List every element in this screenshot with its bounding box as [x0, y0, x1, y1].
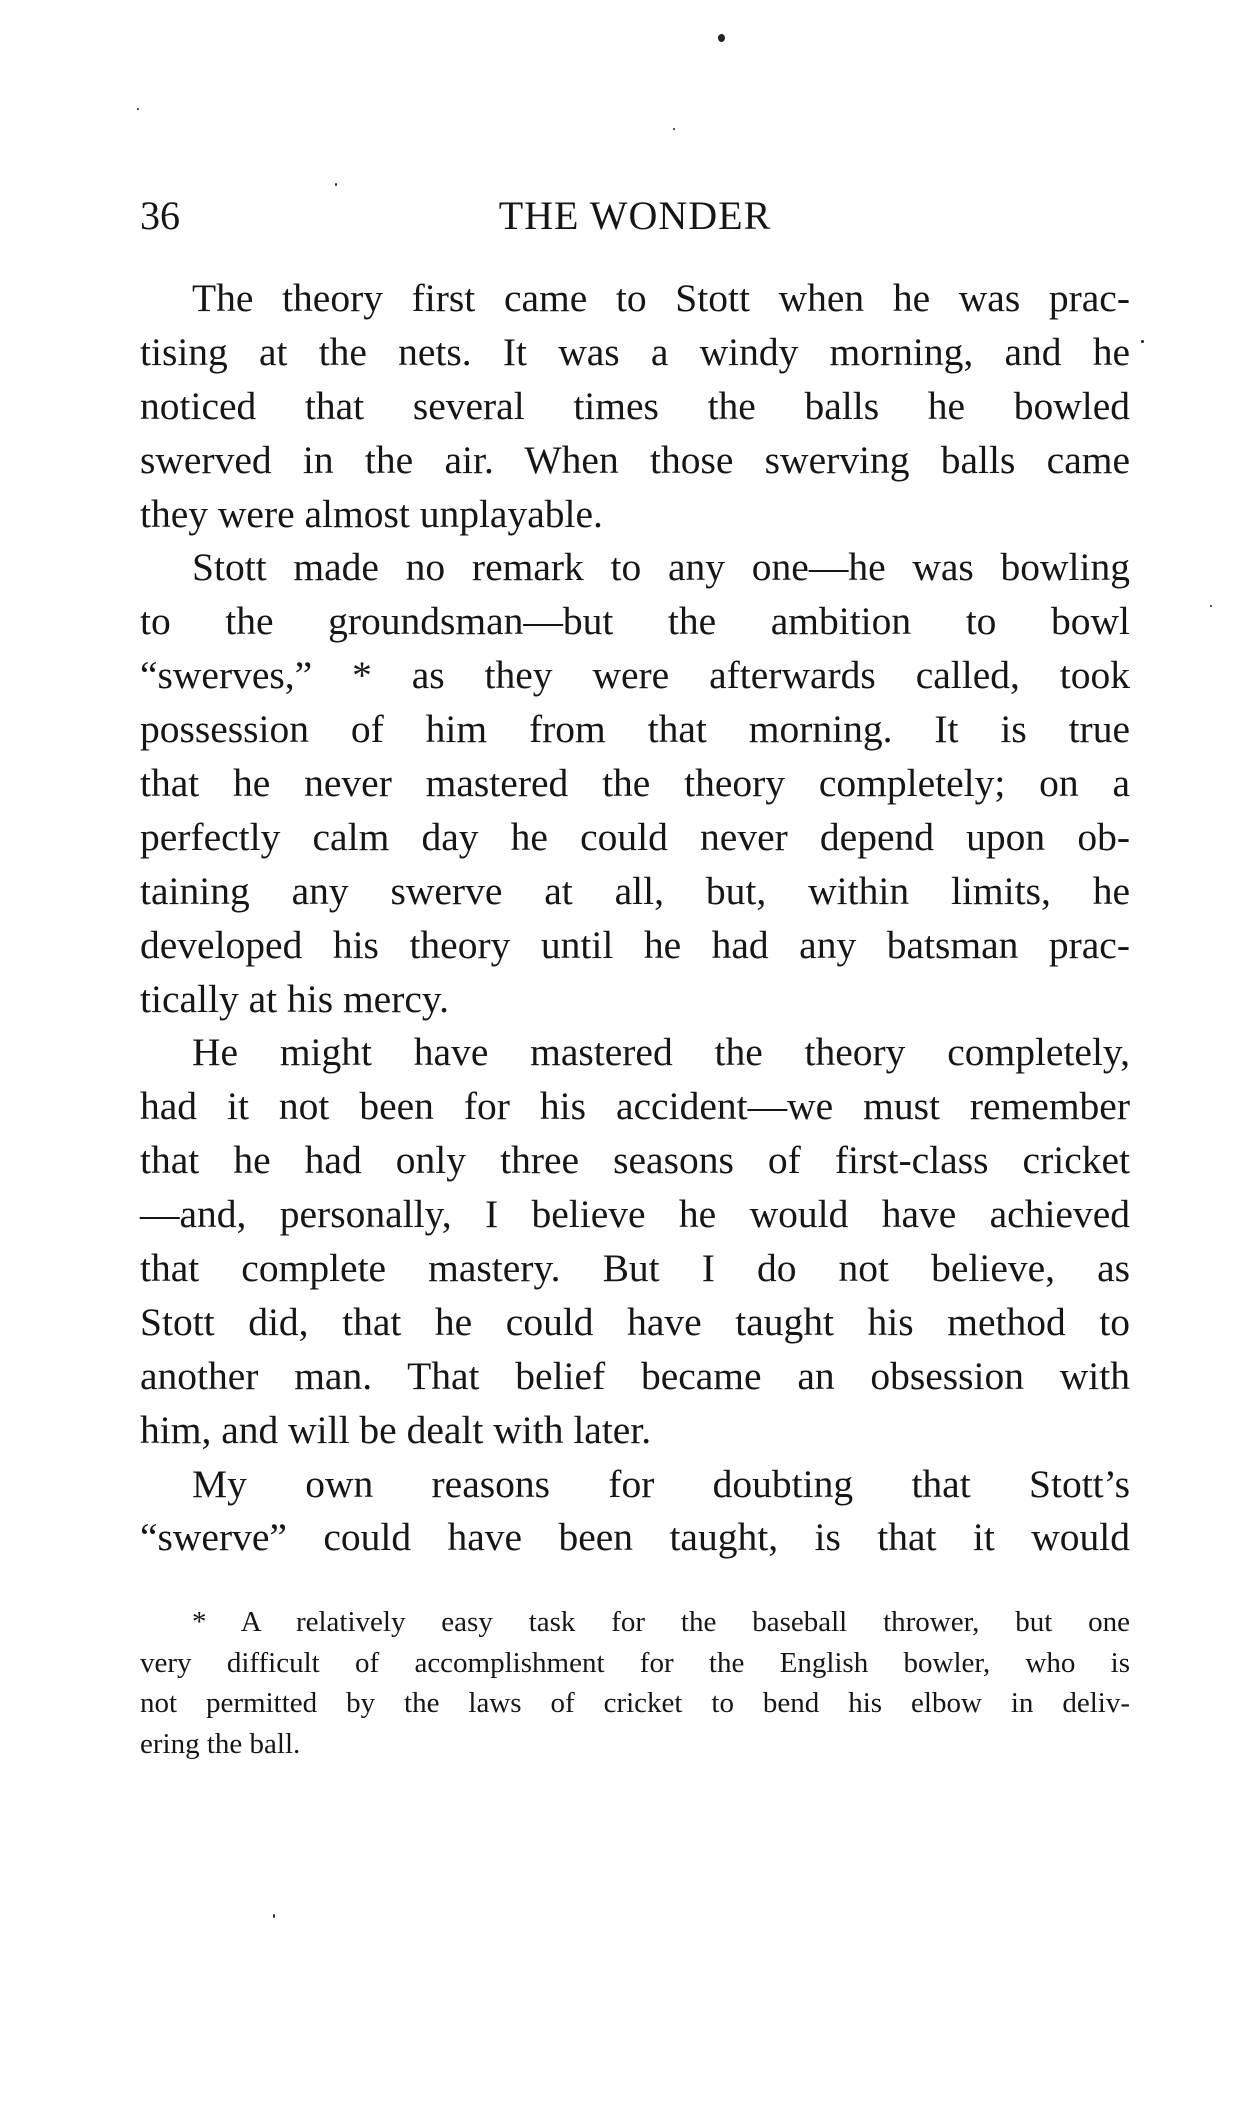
text-line: My own reasons for doubting that Stott’s	[192, 1461, 1130, 1506]
text-line: tising at the nets. It was a windy morning, and he	[140, 329, 1130, 374]
paragraph	[140, 1026, 1130, 1457]
text-line: developed his theory until he had any batsman prac-	[140, 922, 1130, 967]
paragraph	[140, 541, 1130, 1026]
scan-speck	[137, 108, 139, 110]
body-text	[140, 272, 1130, 1565]
text-line: to the groundsman—but the ambition to bowl	[140, 599, 1130, 644]
footnote-line: not permitted by the laws of cricket to bend his elbow in deliv-	[140, 1687, 1130, 1719]
text-line: they were almost unplayable.	[140, 491, 603, 536]
text-line: taining any swerve at all, but, within limits, he	[140, 868, 1130, 913]
text-line: that complete mastery. But I do not believe, as	[140, 1246, 1130, 1291]
text-line: him, and will be dealt with later.	[140, 1407, 652, 1452]
text-line: tically at his mercy.	[140, 976, 449, 1021]
text-line: Stott did, that he could have taught his method to	[140, 1299, 1130, 1344]
footnote-line: very difficult of accomplishment for the English bowler, who is	[140, 1646, 1130, 1679]
footnote-line: ering the ball.	[140, 1727, 301, 1760]
text-line: had it not been for his accident—we must remember	[140, 1084, 1130, 1129]
text-line: noticed that several times the balls he bowled	[140, 383, 1130, 428]
scan-speck	[273, 1914, 275, 1918]
footnote	[140, 1602, 1130, 1764]
text-line: possession of him from that morning. It is true	[140, 707, 1130, 752]
scan-speck	[1141, 340, 1144, 343]
paragraph	[140, 272, 1130, 541]
text-line: “swerve” could have been taught, is that it would	[140, 1515, 1130, 1560]
text-line: that he never mastered the theory completely; on a	[140, 761, 1130, 806]
text-line: The theory first came to Stott when he was prac-	[192, 276, 1130, 320]
text-line: that he had only three seasons of first-class cricket	[140, 1138, 1130, 1183]
text-line: —and, personally, I believe he would have achieved	[140, 1192, 1130, 1237]
page-header	[140, 188, 1130, 244]
scan-speck	[1210, 605, 1212, 607]
text-line: “swerves,” * as they were afterwards called, took	[140, 653, 1130, 698]
scan-speck	[673, 128, 675, 130]
text-line: He might have mastered the theory completely,	[192, 1030, 1130, 1075]
text-line: Stott made no remark to any one—he was bowling	[192, 545, 1130, 590]
paragraph	[140, 1458, 1130, 1566]
page-number: 36	[140, 193, 180, 238]
running-title: THE WONDER	[498, 193, 772, 238]
text-line: swerved in the air. When those swerving balls came	[140, 437, 1130, 482]
scan-speck	[718, 34, 725, 42]
scan-speck	[335, 183, 337, 186]
footnote-line: * A relatively easy task for the baseball thrower, but one	[192, 1606, 1130, 1638]
text-line: another man. That belief became an obsession with	[140, 1353, 1130, 1398]
text-line: perfectly calm day he could never depend upon ob-	[140, 814, 1130, 859]
